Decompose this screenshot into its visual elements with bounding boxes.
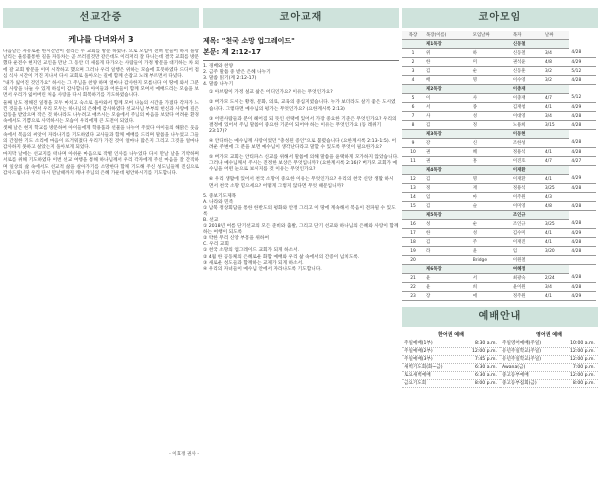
leader-name: 노용희 <box>511 121 543 130</box>
korean-service-title: 한어권 예배 <box>438 332 464 338</box>
service-name: 중고등부집회(금) <box>502 381 537 386</box>
member-surname: 라 <box>424 247 471 256</box>
prayer-item: ② 약한 무리 신앙 부흥을 위하여 <box>203 236 269 242</box>
service-time: 6:30 a.m. <box>475 373 497 378</box>
next-date: 4/28 <box>569 220 596 229</box>
row-number: 5 <box>402 94 424 103</box>
member-name: 성 <box>471 112 511 121</box>
table-cell <box>543 211 570 220</box>
table-row <box>402 283 596 292</box>
service-name: 유년주일학교(주일) <box>502 357 542 362</box>
member-name: 슬 <box>471 202 511 211</box>
member-name: Bridge <box>471 256 511 265</box>
row-number: 6 <box>402 103 424 112</box>
service-name: 중고등부예배 <box>502 373 529 378</box>
prayer-item: A. 나라와 민족 <box>203 199 234 205</box>
table-cell <box>402 85 424 94</box>
meeting-date: 4/8 <box>543 202 570 211</box>
leader-name: 정주원 <box>511 292 543 301</box>
row-number: 10 <box>402 148 424 157</box>
table-cell <box>402 211 424 220</box>
service-time: 12:00 p.m. <box>569 373 595 378</box>
row-number: 2 <box>402 58 424 67</box>
next-date: 4/28 <box>569 148 596 157</box>
testimony-banner: 선교간증 <box>3 8 199 28</box>
prayer-item: ③ 새로운 성도들과 함께하는 교제가 되게 하소서. <box>203 260 304 266</box>
service-time: 7:45 p.m. <box>474 357 497 362</box>
table-cell <box>402 166 424 175</box>
member-name: 재 <box>471 184 511 193</box>
groups-table-header <box>402 31 596 40</box>
service-row <box>500 372 598 380</box>
member-surname: 김 <box>424 67 471 76</box>
member-surname: 권 <box>424 157 471 166</box>
table-row <box>402 67 596 76</box>
table-cell <box>402 40 424 49</box>
next-date: 5/12 <box>569 94 596 103</box>
table-row <box>402 103 596 112</box>
table-row <box>402 247 596 256</box>
member-name: 정 <box>471 121 511 130</box>
service-row <box>402 380 500 388</box>
study-body <box>203 64 399 273</box>
row-number: 11 <box>402 157 424 166</box>
member-surname: 김 <box>424 202 471 211</box>
service-row <box>500 364 598 372</box>
group-leader: 이충재 <box>511 85 543 94</box>
service-time: 7:00 p.m. <box>572 365 595 370</box>
outline-item: 2. 금주 말씀 중 받은 은혜 나누기 <box>203 70 271 76</box>
groups-banner: 코아모임 <box>402 8 598 28</box>
next-date: 4/27 <box>569 157 596 166</box>
leader-name: 최광숙 <box>511 274 543 283</box>
next-date: 4/28 <box>569 76 596 85</box>
next-date: 4/29 <box>569 292 596 301</box>
row-number: 21 <box>402 274 424 283</box>
leader-name: 이재환 <box>511 175 543 184</box>
study-column <box>203 0 399 273</box>
groups-table <box>402 31 596 301</box>
group-leader: 신동철 <box>511 40 543 49</box>
leader-name: 김수미 <box>511 229 543 238</box>
meeting-date: 4/7 <box>543 94 570 103</box>
next-date: 4/28 <box>569 112 596 121</box>
service-time: 8:30 a.m. <box>475 341 497 346</box>
table-row <box>402 58 596 67</box>
testimony-column <box>3 0 199 457</box>
prayer-item: ① 남북 정상회담을 통한 한반도의 평화와 안정 그리고 이 땅에 계속해서 복음이 전파될 수 있도록 <box>203 205 396 217</box>
meeting-date: 3/4 <box>543 49 570 58</box>
group-header-row <box>402 211 596 220</box>
column-header: 목자 <box>511 31 543 40</box>
member-surname <box>424 256 471 265</box>
group-header-row <box>402 166 596 175</box>
member-name: 사 <box>471 94 511 103</box>
service-time: 10:00 a.m. <box>570 341 595 346</box>
table-row <box>402 292 596 301</box>
next-date <box>569 193 596 202</box>
column-header: 모임날짜 <box>471 31 511 40</box>
member-surname: 정 <box>424 184 471 193</box>
member-surname: 윤 <box>424 283 471 292</box>
member-name: 명 <box>471 76 511 85</box>
table-cell <box>543 85 570 94</box>
table-cell <box>543 40 570 49</box>
service-time: 12:00 p.m. <box>569 357 595 362</box>
member-surname: 서 <box>424 103 471 112</box>
table-row <box>402 121 596 130</box>
prayer-item: ① 2018년 여름 단기선교의 모든 준비와 출발, 그리고 단기 선교와 하나님의 은혜와 사랑이 함께하는 여행이 되도록 <box>203 224 399 236</box>
service-row <box>402 348 500 356</box>
member-name: 서 <box>471 274 511 283</box>
next-date <box>569 256 596 265</box>
group-header-row <box>402 85 596 94</box>
leader-name: 이미영 <box>511 202 543 211</box>
member-name: 성 <box>471 229 511 238</box>
row-number: 12 <box>402 175 424 184</box>
service-name: 주일예배(3부) <box>404 357 433 362</box>
leader-name: 이대영 <box>511 112 543 121</box>
discussion-question: ③ 어떤사람들과 분이 헤어짐 되 뜻인 선택에 있어서 가장 중요한 기준은 무엇인가요? 우리의 결정에 있어서 주님 말씀이 중요한 기준이 되어야 하는 이유는 무엇인가요 (동 레위기 23:17)? <box>209 116 397 134</box>
meeting-date: 3/4 <box>543 112 570 121</box>
testimony-paragraph: 다음날은 자유로운 한시간만이 걸리는 두 교회를 방문 하였다. 으로 모임이 전혀 만들어 하지 플랑 날리는 울롱불통한 길을 자동차는 곧 쓰러질것만 같은데도 이리저리 잘 다니는데 결국 교회를 방문했다 운전수 현지인 교인을 만난 그 동안 더 새롭게 다가오는 사람들이 가정 방문을 대기하는 차 외에 갈 교회 방문을 이미 시작하고 했으며 그러나 우리 일행은 위하는 모습에 흐믓하였다 드디어 점심 식사 시간이 거진 지나서 다시 교회로 돌아오는 길에 함께 손잡고 노래 부르면서 다녔다. <box>3 49 199 79</box>
row-number: 1 <box>402 49 424 58</box>
worship-banner: 예배안내 <box>402 307 598 327</box>
service-name: 유년주일학교(주일) <box>502 349 542 354</box>
member-surname: 김 <box>424 238 471 247</box>
table-row <box>402 220 596 229</box>
leader-name: 이충재 <box>511 94 543 103</box>
meeting-date: 4/1 <box>543 292 570 301</box>
group-name: 제5목장 <box>424 211 511 220</box>
leader-name: 정용석 <box>511 184 543 193</box>
testimony-paragraph: 셋째 날은 현지 학교를 방문하여 아이들에게 학용품과 선물을 나누어 주었다 아이들의 해맑은 웃음 속에서 복음의 씨앗이 자라나기를 기도하였다 교사들과 함께 예배를 드리며 말씀을 나누었고 그들의 간절한 기도 소리에 마음이 뜨거워졌다 우리가 가진 것이 얼마나 많은지 그리고 그것을 얼마나 감사하지 못하고 살았는지 돌아보게 되었다. <box>3 126 199 151</box>
table-row <box>402 94 596 103</box>
service-row <box>500 348 598 356</box>
meeting-date: 4/1 <box>543 103 570 112</box>
english-service-title: 영어권 예배 <box>536 332 562 338</box>
member-surname: 한 <box>424 58 471 67</box>
table-row <box>402 49 596 58</box>
member-surname: 장 <box>424 292 471 301</box>
outline-item: 1. 경배와 찬양 <box>203 64 234 69</box>
table-row <box>402 148 596 157</box>
next-date: 4/28 <box>569 184 596 193</box>
service-time: 6:30 a.m. <box>475 365 497 370</box>
table-row <box>402 256 596 265</box>
meeting-date <box>543 139 570 148</box>
row-number: 13 <box>402 184 424 193</box>
group-name: 제2목장 <box>424 85 511 94</box>
leader-name: 이수영 <box>511 76 543 85</box>
leader-name: 신동훈 <box>511 67 543 76</box>
service-name: Awana(금) <box>502 365 526 370</box>
prayer-item: ④ 우리의 자녀들이 예수님 안에서 자라나도록 기도합니다. <box>203 266 322 272</box>
next-date: 4/28 <box>569 247 596 256</box>
discussion-question: ⑤ 버가모 교회는 안티파스 신교를 위해서 말씀에 의해 말씀을 윤택하게 모가하지 않았습니다. 그러나 예수님께서 주시는 진정한 보상은 무엇입니까? (요한계시록 2:16)? 버가모 교회가 예수님을 어떤 눈으로 보시지를 것 이유는 무엇인가요? <box>209 155 399 173</box>
leader-name: 신동철 <box>511 49 543 58</box>
next-date: 4/29 <box>569 103 596 112</box>
member-surname: 이 <box>424 94 471 103</box>
study-banner: 코아교재 <box>203 8 399 28</box>
member-name: 신 <box>471 139 511 148</box>
worship-header <box>402 331 598 338</box>
table-cell <box>402 265 424 274</box>
table-cell <box>543 166 570 175</box>
group-name: 제1목장 <box>424 40 511 49</box>
testimony-subtitle: 케냐를 다녀와서 3 <box>68 35 134 44</box>
next-date: 4/29 <box>569 58 596 67</box>
table-row <box>402 238 596 247</box>
member-surname: 임 <box>424 193 471 202</box>
member-surname: 김 <box>424 121 471 130</box>
member-name: 윤 <box>471 247 511 256</box>
row-number: 22 <box>402 283 424 292</box>
member-surname: 권 <box>424 148 471 157</box>
outline-item: 4. 말씀 나누기 <box>203 82 234 88</box>
meeting-date: 4/1 <box>543 238 570 247</box>
member-name: 순 <box>471 220 511 229</box>
leader-name: 권석윤 <box>511 58 543 67</box>
next-date: 5/12 <box>569 67 596 76</box>
table-row <box>402 229 596 238</box>
meeting-date: 4/1 <box>543 175 570 184</box>
meeting-date: 2/24 <box>543 274 570 283</box>
service-row <box>500 380 598 388</box>
testimony-author: - 이효정 권사 - <box>169 452 199 457</box>
leader-name: 임 <box>511 247 543 256</box>
group-leader: 이재환 <box>511 166 543 175</box>
study-divider <box>203 60 399 61</box>
prayer-item: C. 우리 교회 <box>203 242 229 248</box>
meeting-date: 4/7 <box>543 157 570 166</box>
row-number: 23 <box>402 292 424 301</box>
service-name: 주일예배(1부) <box>404 341 433 346</box>
study-title: 제목: "천국 소망 업그레이드" <box>203 37 295 45</box>
row-number: 8 <box>402 121 424 130</box>
discussion-question: ② 버가모 도시는 황정, 문화, 의료, 교육의 중심지였습니다. 누가 보더라도 살기 좋은 도시였습니다. 그렇다면 예수님의 평가는 무엇인가요? (요한계시록 2:13) <box>209 100 396 112</box>
next-date: 4/28 <box>569 238 596 247</box>
leader-name: 조인규 <box>511 220 543 229</box>
member-name: 희 <box>471 283 511 292</box>
next-date: 4/28 <box>569 283 596 292</box>
table-row <box>402 202 596 211</box>
row-number: 19 <box>402 247 424 256</box>
member-name: 마 <box>471 193 511 202</box>
member-surname: 김 <box>424 175 471 184</box>
outline-item: 3. 말씀 읽기(계 2:12-17) <box>203 76 257 82</box>
testimony-paragraph: 둘째 날도 정해진 일정을 모두 마치고 숙소로 돌아와서 함께 모여 나눔의 시간을 가졌다 각자가 느낀 것들을 나누면서 우리 모두는 하나님의 은혜에 감사하였다 선교사님 부부의 헌신과 사랑에 깊은 감동을 받았으며 작은 것 하나라도 나누려고 애쓰시는 모습에서 주님의 마음을 보았다 어려운 환경 속에서도 기쁨으로 사역하시는 모습이 우리에게 큰 도전이 되었다. <box>3 100 199 125</box>
leader-name: 이주원 <box>511 193 543 202</box>
service-row <box>402 372 500 380</box>
row-number: 4 <box>402 76 424 85</box>
row-number: 3 <box>402 67 424 76</box>
meeting-date: 3/2 <box>543 67 570 76</box>
meeting-date: 4/1 <box>543 229 570 238</box>
table-row <box>402 193 596 202</box>
korean-services <box>402 340 500 388</box>
member-surname: 한 <box>424 229 471 238</box>
next-date: 4/29 <box>569 175 596 184</box>
table-row <box>402 139 596 148</box>
leader-name: 윤이원 <box>511 283 543 292</box>
group-leader: 이동현 <box>511 130 543 139</box>
next-date: 4/28 <box>569 202 596 211</box>
meeting-date: 4/3 <box>543 193 570 202</box>
member-name: 순 <box>471 67 511 76</box>
prayer-item: ① 천국 소망의 업그레이드 교회가 되게 하소서. <box>203 248 300 254</box>
member-name: 애 <box>471 292 511 301</box>
member-surname: 강 <box>424 139 471 148</box>
row-number: 14 <box>402 193 424 202</box>
row-number: 16 <box>402 220 424 229</box>
meeting-date: 4/8 <box>543 58 570 67</box>
group-name: 제3목장 <box>424 130 511 139</box>
study-verse: 본문: 계 2:12-17 <box>203 48 262 56</box>
row-number: 7 <box>402 112 424 121</box>
member-surname: 윤 <box>424 274 471 283</box>
meeting-date: 3/15 <box>543 121 570 130</box>
row-number: 15 <box>402 202 424 211</box>
member-name: 홍 <box>471 157 511 166</box>
column-header: 목장(이름) <box>424 31 471 40</box>
member-name: 하 <box>471 49 511 58</box>
meeting-date: 3/20 <box>543 247 570 256</box>
row-number: 17 <box>402 229 424 238</box>
english-services <box>500 340 598 388</box>
testimony-body <box>3 49 199 449</box>
service-row <box>402 340 500 348</box>
service-time: 12:00 p.m. <box>569 349 595 354</box>
group-name: 제6목장 <box>424 265 511 274</box>
service-name: 토요새벽예배 <box>404 373 431 378</box>
service-name: 금요기도회 <box>404 381 427 386</box>
member-name: 명 <box>471 175 511 184</box>
table-row <box>402 76 596 85</box>
table-cell <box>402 130 424 139</box>
service-row <box>500 340 598 348</box>
service-time: 8:00 p.m. <box>474 381 497 386</box>
column-header: 목장 <box>402 31 424 40</box>
group-header-row <box>402 265 596 274</box>
next-date: 4/28 <box>569 274 596 283</box>
member-name: 종 <box>471 103 511 112</box>
meeting-date: 3/25 <box>543 220 570 229</box>
group-header-row <box>402 40 596 49</box>
member-surname: 성 <box>424 220 471 229</box>
service-name: 새벽기도회(화~금) <box>404 365 443 370</box>
table-row <box>402 175 596 184</box>
member-surname: 사 <box>424 112 471 121</box>
table-row <box>402 157 596 166</box>
meeting-date: 3/4 <box>543 283 570 292</box>
service-row <box>402 356 500 364</box>
next-date: 4/28 <box>569 139 596 148</box>
service-row <box>500 356 598 364</box>
row-number: 9 <box>402 139 424 148</box>
next-date: 4/29 <box>569 229 596 238</box>
service-name: 주일영어예배(주일) <box>502 341 542 346</box>
row-number: 20 <box>402 256 424 265</box>
service-time: 12:00 p.m. <box>471 349 497 354</box>
table-cell <box>543 265 570 274</box>
meeting-date: 4/1 <box>543 148 570 157</box>
group-leader: 조인규 <box>511 211 543 220</box>
discussion-question: ⑥ 우리 생활에 있어서 천국 소망이 중요한 이유는 무엇인가요? 우리의 천국 신앙 생활 하시 면서 천국 소망 믿으세요? 어떻게 그렇지 않다면 무엇 때문입니까? <box>209 177 394 189</box>
prayer-item: B. 선교 <box>203 217 219 223</box>
column-header: 날짜 <box>543 31 570 40</box>
discussion-question: ④ 안디바는 예수님께 사랑이었던 "충성된 증인"으로 불렸습니다 (요한계시록 2:13-1:5). 어려운 주변에 그 분을 보면 예수님이 생각난다라고 말할 수 있도록 무엇이 필요한가요? <box>209 138 397 151</box>
next-date: 4/28 <box>569 121 596 130</box>
service-row <box>402 364 500 372</box>
prayer-item: ② 4월 한 공동체의 은혜로운 화합 예배와 우리 삶 속에서의 간증이 넘치도록. <box>203 254 360 260</box>
meeting-date: 3/25 <box>543 184 570 193</box>
leader-name: 조한성 <box>511 139 543 148</box>
member-name: 혜 <box>471 148 511 157</box>
table-cell <box>543 130 570 139</box>
group-leader: 여혜정 <box>511 265 543 274</box>
discussion-question: ① 아브람이 가정 설교 삶은 어디인가요? 이유는 무엇인가요? <box>209 90 333 96</box>
leader-name: 이진호 <box>511 157 543 166</box>
leader-name: 이재진 <box>511 238 543 247</box>
group-name: 제4목장 <box>424 166 511 175</box>
testimony-paragraph: 마지막 날에는 선교지를 떠나며 아쉬운 마음으로 작별 인사를 나누었다 다시 만날 날을 기약하며 서로를 위해 기도하였다 이번 선교 여행을 통해 하나님께서 우리 각자에게 주신 마음을 잘 간직하며 일상의 삶 속에서도 선교적 삶을 살아가기를 소망한다 함께 기도해 주신 성도님들께 진심으로 감사드립니다 우리 다시 만날때까지 케냐 주님의 은혜 가운데 평안하시기를 기도합니다. <box>3 152 199 176</box>
member-name: 미 <box>471 58 511 67</box>
row-number: 18 <box>402 238 424 247</box>
testimony-paragraph: "내가 잃어진 것인가요" 하시는 그 주님을 찬양 하며 얼마나 감사한지 모릅니다 이 땅에 와서 그분의 사랑을 나눌 수 있게 하심이 감사합니다 아이들과 어른들이 함께 모여서 예배드리는 모습을 보면서 우리가 잃어버린 처음 사랑을 다시 회복하기를 기도하였습니다. <box>3 81 199 99</box>
prayer-section-title: 5. 중보기도제목 <box>203 193 237 199</box>
member-surname: 위 <box>424 49 471 58</box>
group-header-row <box>402 130 596 139</box>
member-name: 주 <box>471 238 511 247</box>
service-time: 8:00 p.m. <box>572 381 595 386</box>
meeting-date: 3/2 <box>543 76 570 85</box>
service-name: 주일예배(2부) <box>404 349 433 354</box>
groups-column <box>402 0 598 388</box>
table-row <box>402 112 596 121</box>
table-row <box>402 274 596 283</box>
table-row <box>402 184 596 193</box>
next-date: 4/28 <box>569 49 596 58</box>
member-surname: 배 <box>424 76 471 85</box>
leader-name: 정용석 <box>511 148 543 157</box>
leader-name: 이원철 <box>511 256 543 265</box>
worship-schedule <box>402 340 598 388</box>
meeting-date <box>543 256 570 265</box>
leader-name: 김재청 <box>511 103 543 112</box>
